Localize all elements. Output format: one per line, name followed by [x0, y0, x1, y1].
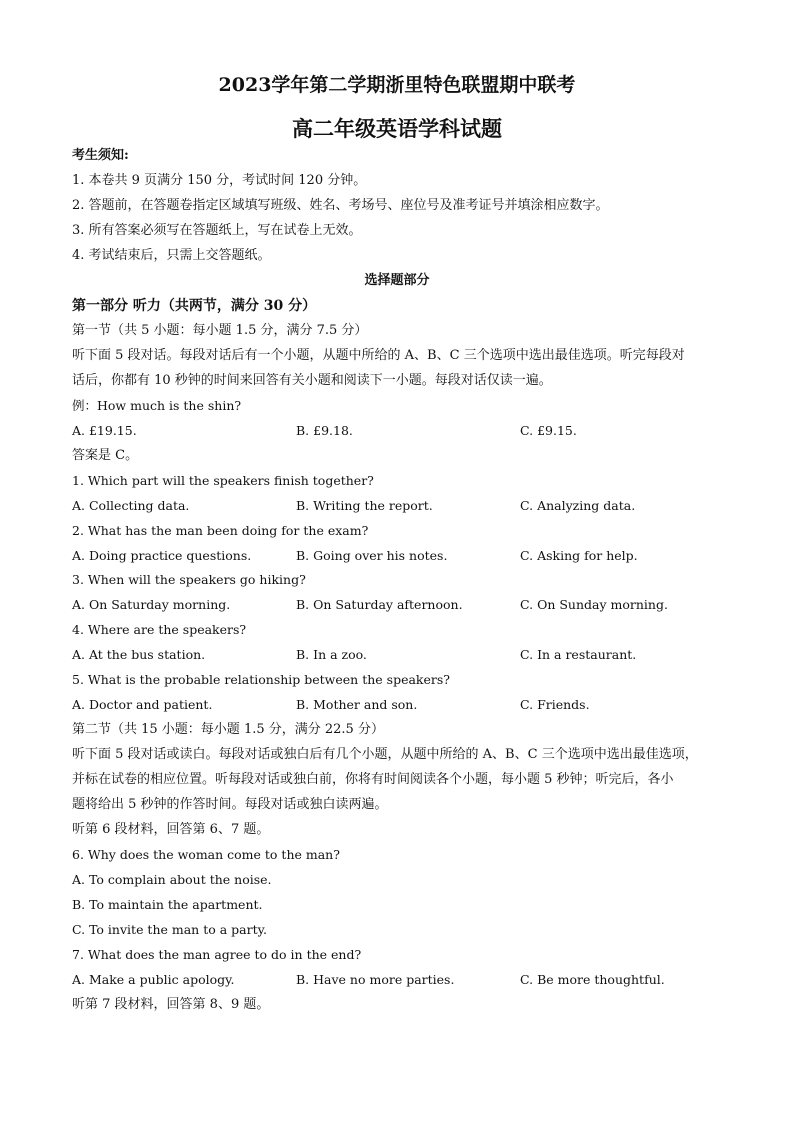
- option-c: C. Analyzing data.: [520, 498, 636, 513]
- option-c: C. £9.15.: [520, 423, 577, 438]
- option-a: A. At the bus station.: [72, 647, 206, 662]
- option-b: B. Writing the report.: [296, 498, 433, 513]
- material-6-intro: 听第 6 段材料，回答第 6、7 题。: [72, 822, 270, 837]
- option-c: C. Be more thoughtful.: [520, 972, 665, 987]
- section1-instruction: 话后，你都有 10 秒钟的时间来回答有关小题和阅读下一小题。每段对话仅读一遍。: [72, 373, 552, 388]
- section2-instruction: 听下面 5 段对话或读白。每段对话或独白后有几个小题，从题中所给的 A、B、C 三个选项中选出最佳选项，: [72, 747, 698, 762]
- option-c: C. Asking for help.: [520, 548, 638, 563]
- option-a: A. Doing practice questions.: [72, 548, 252, 563]
- notice-item: 2. 答题前，在答题卷指定区域填写班级、姓名、考场号、座位号及准考证号并填涂相应数字。: [72, 198, 609, 213]
- option-b: B. £9.18.: [296, 423, 353, 438]
- section1-instruction: 听下面 5 段对话。每段对话后有一个小题，从题中所给的 A、B、C 三个选项中选出最佳选项。听完每段对: [72, 348, 685, 363]
- question-6-option-c: C. To invite the man to a party.: [72, 922, 267, 937]
- part-heading: 选择题部分: [364, 273, 430, 288]
- part1-heading: 第一部分 听力（共两节，满分 30 分）: [72, 298, 317, 314]
- option-b: B. On Saturday afternoon.: [296, 597, 463, 612]
- option-a: A. On Saturday morning.: [72, 597, 231, 612]
- question-7-options: [72, 972, 732, 988]
- notice-item: 1. 本卷共 9 页满分 150 分，考试时间 120 分钟。: [72, 173, 367, 188]
- option-c: C. In a restaurant.: [520, 647, 637, 662]
- option-c: C. On Sunday morning.: [520, 597, 668, 612]
- option-b: B. Mother and son.: [296, 697, 418, 712]
- section1-heading: 第一节（共 5 小题：每小题 1.5 分，满分 7.5 分）: [72, 323, 368, 338]
- question-2: 2. What has the man been doing for the exam?: [72, 523, 369, 538]
- section2-instruction: 并标在试卷的相应位置。听每段对话或独白前，你将有时间阅读各个小题，每小题 5 秒钟；听完后，各小: [72, 772, 674, 787]
- option-c: C. Friends.: [520, 697, 590, 712]
- question-5: 5. What is the probable relationship between the speakers?: [72, 672, 450, 687]
- question-1-options: [72, 498, 732, 514]
- notice-item: 4. 考试结束后，只需上交答题纸。: [72, 248, 271, 263]
- option-a: A. Doctor and patient.: [72, 697, 213, 712]
- question-5-options: [72, 697, 732, 713]
- question-6-option-a: A. To complain about the noise.: [72, 872, 272, 887]
- option-b: B. Have no more parties.: [296, 972, 455, 987]
- notice-heading: 考生须知:: [72, 148, 129, 163]
- example-options: [72, 423, 732, 439]
- option-b: B. In a zoo.: [296, 647, 367, 662]
- question-1: 1. Which part will the speakers finish together?: [72, 473, 374, 488]
- option-b: B. Going over his notes.: [296, 548, 448, 563]
- exam-subtitle: 高二年级英语学科试题: [292, 116, 502, 141]
- question-6: 6. Why does the woman come to the man?: [72, 847, 340, 862]
- exam-title: 2023学年第二学期浙里特色联盟期中联考: [218, 74, 576, 96]
- section2-instruction: 题将给出 5 秒钟的作答时间。每段对话或独白读两遍。: [72, 797, 388, 812]
- question-2-options: [72, 548, 732, 564]
- option-a: A. Collecting data.: [72, 498, 190, 513]
- material-7-intro: 听第 7 段材料，回答第 8、9 题。: [72, 997, 270, 1012]
- question-6-option-b: B. To maintain the apartment.: [72, 897, 263, 912]
- example-question: 例：How much is the shin?: [72, 398, 242, 413]
- question-3-options: [72, 597, 732, 613]
- option-a: A. Make a public apology.: [72, 972, 235, 987]
- example-answer: 答案是 C。: [72, 448, 139, 463]
- question-4: 4. Where are the speakers?: [72, 622, 247, 637]
- question-3: 3. When will the speakers go hiking?: [72, 572, 306, 587]
- question-7: 7. What does the man agree to do in the end?: [72, 947, 362, 962]
- option-a: A. £19.15.: [72, 423, 137, 438]
- question-4-options: [72, 647, 732, 663]
- notice-item: 3. 所有答案必须写在答题纸上，写在试卷上无效。: [72, 223, 362, 238]
- section2-heading: 第二节（共 15 小题：每小题 1.5 分，满分 22.5 分）: [72, 722, 384, 737]
